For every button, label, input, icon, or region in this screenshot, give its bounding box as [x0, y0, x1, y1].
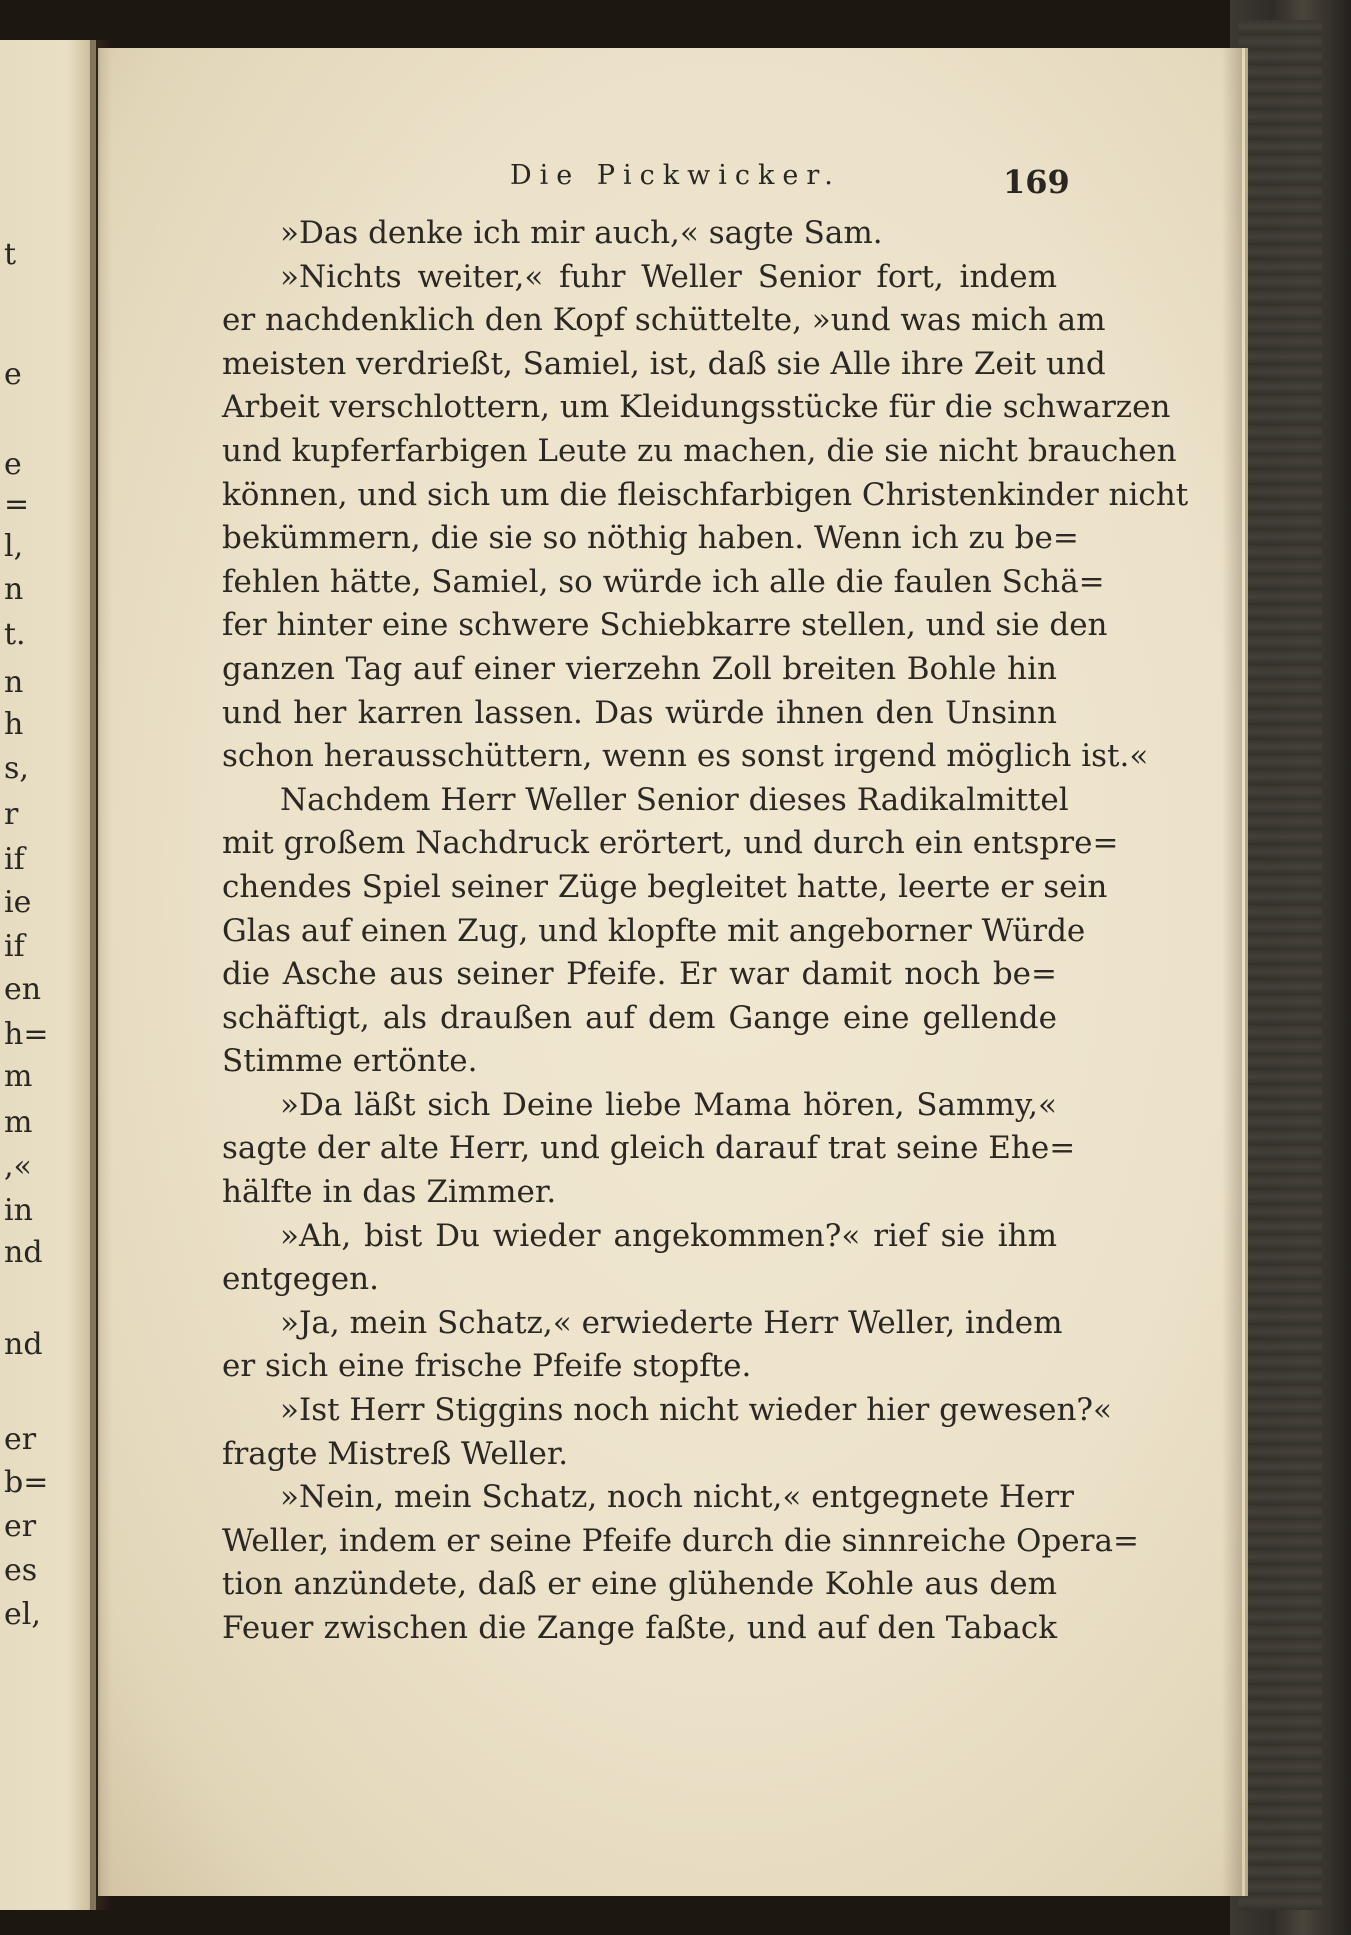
left-page-edge-text: t: [4, 237, 17, 272]
text-line: mit großem Nachdruck erörtert, und durch ein entspre=: [222, 825, 1119, 862]
text-line: fer hinter eine schwere Schiebkarre stellen, und sie den: [222, 607, 1108, 644]
left-page-edge-text: er: [4, 1509, 37, 1544]
left-page-edge-text: in: [4, 1193, 33, 1228]
left-page-edge-text: er: [4, 1422, 37, 1457]
text-line: »Da läßt sich Deine liebe Mama hören, Sammy,«: [280, 1086, 1057, 1123]
text-line: Stimme ertönte.: [222, 1043, 478, 1080]
left-page-edge-text: s,: [4, 751, 29, 786]
running-head: Die Pickwicker.: [510, 160, 841, 191]
text-line: schäftigt, als draußen auf dem Gange eine gellende: [222, 999, 1057, 1036]
left-page-edge-text: if: [4, 842, 25, 877]
text-line: bekümmern, die sie so nöthig haben. Wenn ich zu be=: [222, 520, 1079, 557]
text-line: schon herausschüttern, wenn es sonst irgend möglich ist.«: [222, 738, 1149, 775]
text-line: Weller, indem er seine Pfeife durch die sinnreiche Opera=: [222, 1522, 1139, 1559]
text-line: chendes Spiel seiner Züge begleitet hatte, leerte er sein: [222, 868, 1108, 905]
left-page-edge-text: r: [4, 797, 19, 832]
left-page-edge-text: n: [4, 572, 24, 607]
text-line: tion anzündete, daß er eine glühende Kohle aus dem: [222, 1566, 1057, 1603]
left-page-edge-text: ie: [4, 885, 32, 920]
page-number: 169: [1003, 163, 1070, 201]
text-line: können, und sich um die fleischfarbigen Christenkinder nicht: [222, 476, 1189, 513]
left-page-edge-text: if: [4, 929, 25, 964]
text-line: »Nein, mein Schatz, noch nicht,« entgegnete Herr: [280, 1479, 1074, 1516]
text-line: »Nichts weiter,« fuhr Weller Senior fort, indem: [280, 258, 1057, 295]
left-page-edge-text: h=: [4, 1017, 49, 1052]
left-page-edge-text: el,: [4, 1597, 41, 1632]
text-line: Arbeit verschlottern, um Kleidungsstücke für die schwarzen: [222, 389, 1171, 426]
text-line: er sich eine frische Pfeife stopfte.: [222, 1348, 752, 1385]
text-line: »Ist Herr Stiggins noch nicht wieder hier gewesen?«: [280, 1392, 1113, 1429]
left-page-edge-text: n: [4, 665, 24, 700]
text-line: er nachdenklich den Kopf schüttelte, »und was mich am: [222, 302, 1106, 339]
left-page-edge-text: e: [4, 357, 22, 392]
text-line: und kupferfarbigen Leute zu machen, die sie nicht brauchen: [222, 432, 1177, 469]
text-line: »Das denke ich mir auch,« sagte Sam.: [280, 215, 883, 251]
left-page-edge-text: m: [4, 1059, 33, 1094]
left-page-edge-text: es: [4, 1553, 38, 1588]
text-line: Glas auf einen Zug, und klopfte mit angeborner Würde: [222, 912, 1086, 949]
left-page-edge-text: =: [4, 487, 30, 522]
page-edge-shadow: [1222, 48, 1242, 1896]
text-line: hälfte in das Zimmer.: [222, 1174, 557, 1211]
left-page-edge-text: l,: [4, 529, 24, 564]
left-page-edge-text: ,«: [4, 1149, 32, 1184]
text-line: sagte der alte Herr, und gleich darauf trat seine Ehe=: [222, 1130, 1076, 1167]
text-line: »Ja, mein Schatz,« erwiederte Herr Weller, indem: [280, 1304, 1063, 1341]
cover-edge: [1238, 20, 1322, 1910]
text-line: meisten verdrießt, Samiel, ist, daß sie Alle ihre Zeit und: [222, 345, 1106, 382]
text-line: fehlen hätte, Samiel, so würde ich alle die faulen Schä=: [222, 563, 1105, 600]
body-text: [222, 212, 1189, 1651]
text-line: die Asche aus seiner Pfeife. Er war damit noch be=: [222, 956, 1057, 993]
left-page-edge-text: h: [4, 707, 24, 742]
text-line: »Ah, bist Du wieder angekommen?« rief sie ihm: [280, 1217, 1057, 1254]
left-page-edge-text: t.: [4, 617, 26, 652]
text-line: Nachdem Herr Weller Senior dieses Radikalmittel: [280, 781, 1069, 818]
left-page-edge-text: b=: [4, 1465, 49, 1500]
text-line: entgegen.: [222, 1261, 379, 1298]
left-page: [0, 40, 96, 1910]
left-page-edge-text: m: [4, 1105, 33, 1140]
book-gutter: [90, 40, 112, 1910]
text-line: und her karren lassen. Das würde ihnen den Unsinn: [222, 694, 1057, 731]
left-page-edge-text: nd: [4, 1327, 43, 1362]
left-page-edge-text: e: [4, 447, 22, 482]
left-page-edge-text: en: [4, 972, 42, 1007]
left-page-edge-text: nd: [4, 1235, 43, 1270]
text-line: ganzen Tag auf einer vierzehn Zoll breiten Bohle hin: [222, 650, 1057, 687]
text-line: Feuer zwischen die Zange faßte, und auf den Taback: [222, 1610, 1057, 1646]
text-line: fragte Mistreß Weller.: [222, 1435, 569, 1472]
